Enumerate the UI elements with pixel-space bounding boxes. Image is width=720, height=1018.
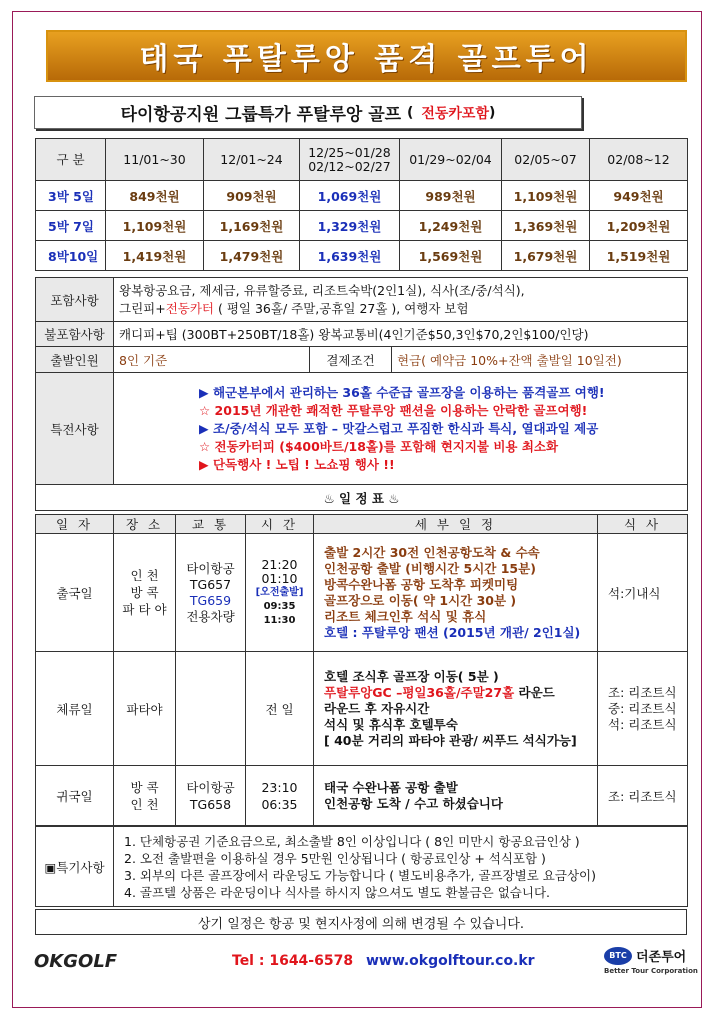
- price-col-5: 02/05~07: [502, 139, 590, 181]
- special-item: 2. 오전 출발편을 이용하실 경우 5만원 인상됩니다 ( 항공료인상 + 석식포함 ): [124, 850, 546, 866]
- schedule-row-day3: [36, 766, 688, 826]
- day1-time: 21:20: [261, 556, 298, 572]
- day2-meal: 중: 리조트식: [608, 700, 677, 716]
- day1-hotel: 호텔 : 푸탈루앙 팬션 (2015년 개관/ 2인1실): [324, 624, 581, 640]
- day3-detail: 인천공항 도착 / 수고 하셨습니다: [324, 795, 503, 811]
- payment-cash: 현금: [397, 352, 422, 368]
- schedule-header-meal: 식 사: [598, 515, 688, 534]
- includes-line-2: [119, 300, 682, 318]
- schedule-header-detail: 세 부 일 정: [314, 515, 598, 534]
- brand-name-en: Better Tour Corporation: [604, 967, 698, 975]
- price-col-1: 11/01~30: [106, 139, 204, 181]
- okgolf-logo: OKGOLF: [34, 951, 118, 972]
- benefits-row: [36, 373, 688, 485]
- special-label: ▣특기사항: [36, 827, 114, 907]
- subtitle: [34, 96, 582, 129]
- price-corner: 구 분: [36, 139, 106, 181]
- price-cell: 989천원: [400, 181, 502, 211]
- benefit-item: ▶ 조/중/석식 모두 포함 – 맛갈스럽고 푸짐한 한식과 특식, 열대과일 제공: [199, 420, 599, 436]
- price-row-name: 5박 7일: [36, 211, 106, 241]
- day1-detail: 인천공항 출발 (비행시간 5시간 15분): [324, 560, 536, 576]
- subtitle-open: (: [407, 104, 414, 121]
- schedule-row-day2: [36, 652, 688, 766]
- website-link[interactable]: www.okgolftour.co.kr: [365, 953, 535, 969]
- price-cell: 1,569천원: [400, 241, 502, 271]
- excludes-text: 캐디피+팁 (300BT+250BT/18홀) 왕복교통비(4인기준$50,3인$70,2인$100/인당): [114, 322, 688, 347]
- includes-row: [36, 278, 688, 322]
- day3-transport: TG658: [189, 796, 232, 812]
- schedule-title-row: [36, 485, 688, 511]
- day2-detail-golf: [324, 685, 597, 701]
- day1-time-note: [오전출발]: [255, 586, 304, 598]
- day1-time: 09:35: [263, 600, 296, 612]
- day3-meal: 조: 리조트식: [598, 766, 688, 826]
- excludes-label: 불포함사항: [36, 322, 114, 347]
- page-title: 태국 푸탈루앙 품격 골프투어: [46, 30, 687, 82]
- day1-transport: 타이항공: [186, 560, 235, 576]
- change-notice: 상기 일정은 항공 및 현지사정에 의해 변경될 수 있습니다.: [35, 909, 687, 935]
- day1-place: 파 타 야: [122, 602, 167, 617]
- benefit-item: ▶ 단독행사 ! 노팁 ! 노쇼핑 행사 !!: [199, 456, 395, 472]
- schedule-header-time: 시 간: [246, 515, 314, 534]
- schedule-title: ♨ 일 정 표 ♨: [36, 485, 688, 511]
- price-cell: 1,679천원: [502, 241, 590, 271]
- price-row: [36, 211, 688, 241]
- day1-transport: TG657: [189, 576, 232, 592]
- day2-detail: 라운드 후 자유시간: [324, 700, 430, 716]
- day2-detail: 석식 및 휴식후 호텔투숙: [324, 716, 458, 732]
- subtitle-main: 타이항공지원 그룹특가 푸탈루앙 골프: [120, 105, 402, 125]
- btc-brand: [604, 946, 698, 975]
- phone-number: Tel : 1644-6578: [232, 953, 354, 969]
- includes-line-2-rest: ( 평일 36홀/ 주말,공휴일 27홀 ), 여행자 보험: [214, 300, 469, 316]
- schedule-header-day: 일 자: [36, 515, 114, 534]
- subtitle-highlight: 전동카포함: [421, 105, 489, 122]
- schedule-header-place: 장 소: [114, 515, 176, 534]
- day1-detail: 방콕수완나폼 공항 도착후 피켓미팅: [324, 576, 519, 592]
- day3-transport: 타이항공: [186, 779, 235, 795]
- price-cell: 1,109천원: [502, 181, 590, 211]
- brand-name-kr: 더존투어: [636, 950, 687, 965]
- schedule-table: [35, 514, 688, 826]
- benefit-item: ▶ 해군본부에서 관리하는 36홀 수준급 골프장을 이용하는 품격골프 여행!: [199, 384, 605, 400]
- day1-label: 출국일: [36, 534, 114, 652]
- price-row: [36, 181, 688, 211]
- day2-time: 전 일: [246, 652, 314, 766]
- includes-line-1: 왕복항공요금, 제세금, 유류할증료, 리조트숙박(2인1실), 식사(조/중/석식),: [119, 282, 525, 298]
- day2-label: 체류일: [36, 652, 114, 766]
- price-row-name: 8박10일: [36, 241, 106, 271]
- day1-detail: 출발 2시간 30전 인천공항도착 & 수속: [324, 544, 540, 560]
- day1-place: 인 천: [130, 568, 159, 583]
- day2-meal: 조: 리조트식: [608, 684, 677, 700]
- benefit-item: ☆ 전동카터피 ($400바트/18홀)를 포함해 현지지불 비용 최소화: [199, 438, 559, 454]
- day3-detail: 태국 수완나폼 공항 출발: [324, 779, 458, 795]
- day1-detail: 리조트 체크인후 석식 및 휴식: [324, 608, 487, 624]
- price-cell: 949천원: [590, 181, 688, 211]
- day1-time: 01:10: [261, 570, 298, 586]
- day2-detail: 호텔 조식후 골프장 이동( 5분 ): [324, 668, 499, 684]
- excludes-row: [36, 322, 688, 347]
- payment-value: [392, 347, 688, 373]
- price-cell: 1,109천원: [106, 211, 204, 241]
- schedule-header-transport: 교 통: [176, 515, 246, 534]
- price-cell: 1,169천원: [204, 211, 300, 241]
- special-item: 1. 단체항공권 기준요금으로, 최소출발 8인 이상입니다 ( 8인 미만시 항공요금인상 ): [124, 833, 580, 849]
- departure-label: 출발인원: [36, 347, 114, 373]
- day2-detail: [ 40분 거리의 파타야 관광/ 씨푸드 석식가능]: [324, 732, 577, 748]
- departure-value: 8인 기준: [114, 347, 310, 373]
- day3-place: 인 천: [130, 796, 159, 812]
- special-item: 3. 외부의 다른 골프장에서 라운딩도 가능합니다 ( 별도비용추가, 골프장별로 요금상이): [124, 867, 596, 883]
- special-item: 4. 골프텔 상품은 라운딩이나 식사를 하시지 않으셔도 별도 환불금은 없습니다.: [124, 884, 550, 900]
- day3-time: 06:35: [261, 796, 298, 812]
- info-table: [35, 277, 688, 511]
- day1-transport: TG659: [189, 592, 232, 608]
- day1-meal: 석:기내식: [598, 534, 688, 652]
- price-row-name: 3박 5일: [36, 181, 106, 211]
- footer-contact: [232, 953, 535, 969]
- schedule-row-day1: [36, 534, 688, 652]
- day1-time: 11:30: [263, 614, 296, 626]
- includes-cart: 전동카터: [165, 300, 215, 316]
- price-table: [35, 138, 688, 271]
- includes-green-fee: 그린피+: [119, 300, 166, 316]
- price-col-4: 01/29~02/04: [400, 139, 502, 181]
- payment-label: 결제조건: [310, 347, 392, 373]
- price-cell: 1,639천원: [300, 241, 400, 271]
- price-cell: 1,329천원: [300, 211, 400, 241]
- day1-detail: 골프장으로 이동( 약 1시간 30분 ): [324, 592, 517, 608]
- subtitle-close: ): [488, 104, 496, 121]
- price-col-3: 12/25~01/28 02/12~02/27: [300, 139, 400, 181]
- price-cell: 909천원: [204, 181, 300, 211]
- price-col-6: 02/08~12: [590, 139, 688, 181]
- price-cell: 1,249천원: [400, 211, 502, 241]
- price-cell: 1,209천원: [590, 211, 688, 241]
- special-notes-table: [35, 826, 688, 907]
- price-cell: 1,419천원: [106, 241, 204, 271]
- benefit-item: ☆ 2015년 개관한 쾌적한 푸탈루앙 팬션을 이용하는 안락한 골프여행!: [199, 402, 588, 418]
- day2-place: 파타야: [114, 652, 176, 766]
- day2-meal: 석: 리조트식: [608, 716, 677, 732]
- price-cell: 1,069천원: [300, 181, 400, 211]
- price-cell: 1,479천원: [204, 241, 300, 271]
- payment-detail: ( 예약금 10%+잔액 출발일 10일전): [421, 352, 622, 368]
- price-row: [36, 241, 688, 271]
- btc-logo-icon: BTC: [604, 947, 632, 965]
- day2-transport: [176, 652, 246, 766]
- day3-label: 귀국일: [36, 766, 114, 826]
- schedule-header: [36, 515, 688, 534]
- day3-time: 23:10: [261, 779, 298, 795]
- day2-golf-course: 푸탈루앙GC –평일36홀/주말27홀: [324, 684, 515, 700]
- day2-round: 라운드: [514, 684, 555, 700]
- price-cell: 1,519천원: [590, 241, 688, 271]
- departure-row: [36, 347, 688, 373]
- price-cell: 1,369천원: [502, 211, 590, 241]
- price-col-2: 12/01~24: [204, 139, 300, 181]
- price-cell: 849천원: [106, 181, 204, 211]
- includes-label: 포함사항: [36, 278, 114, 322]
- benefits-label: 특전사항: [36, 373, 114, 485]
- day1-transport: 전용차량: [186, 608, 235, 624]
- day1-place: 방 콕: [130, 585, 159, 600]
- day3-place: 방 콕: [130, 779, 159, 795]
